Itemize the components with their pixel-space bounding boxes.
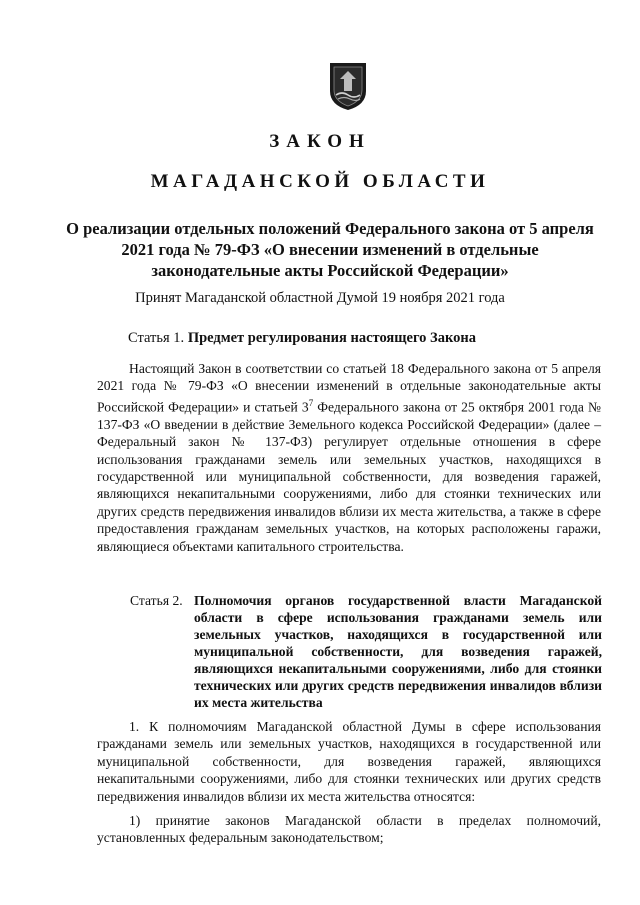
article-1-title: Предмет регулирования настоящего Закона — [187, 330, 476, 346]
article-2-paragraph-1: 1. К полномочиям Магаданской областной Думы в сфере использования гражданами земель или земельных участков, находящихся в государственной или муниципальной собственности, для возведения гаражей, являющихся некапитальными сооружениями, либо для стоянки технических или других средств передвижения инвалидов вблизи их места жительства относятся: — [97, 719, 601, 804]
article-2-item-1: 1) принятие законов Магаданской области в пределах полномочий, установленных федеральным законодательством; — [97, 813, 601, 846]
article-1-label: Статья 1. — [128, 330, 185, 346]
article-2-heading — [130, 592, 602, 711]
article-1-text-part1: Настоящий Закон в соответствии со статьей 18 Федерального закона от 5 апреля 2021 года № 79-ФЗ «О внесении изменений в отдельные законодательные акты Российской Федерации» и статьей 3 — [97, 361, 601, 415]
article-2-label: Статья 2. — [130, 593, 183, 608]
article-1-heading — [128, 330, 476, 347]
article-1-superscript: 7 — [308, 397, 314, 408]
article-1-text-part2: Федерального закона от 25 октября 2001 года № 137-ФЗ «О введении в действие Земельного кодекса Российской Федерации» (далее – Федеральный закон № 137-ФЗ) регулирует отдельные отношения в сфере использования гражданами земель или земельных участков, находящихся в государственной или муниципальной собственности, для возведения гаражей, являющихся некапитальными сооружениями, либо для стоянки технических или других средств передвижения инвалидов вблизи их места жительства, а также в сфере предоставления гражданам земельных участков, на которых расположены гаражи, являющиеся объектами капитального строительства. — [97, 399, 601, 554]
region-heading: МАГАДАНСКОЙ ОБЛАСТИ — [150, 171, 490, 192]
law-subtitle: О реализации отдельных положений Федерального закона от 5 апреля 2021 года № 79-ФЗ «О внесении изменений в отдельные законодательные акты Российской Федерации» — [66, 219, 594, 280]
adoption-note: Принят Магаданской областной Думой 19 ноября 2021 года — [135, 290, 505, 306]
law-heading: ЗАКОН — [269, 131, 371, 152]
article-2-title: Полномочия органов государственной власти Магаданской области в сфере использования гражданами земель или земельных участков, находящихся в государственной или муниципальной собственности, для возведения гаражей, являющихся некапитальными сооружениями, либо для стоянки технических или других средств передвижения инвалидов вблизи их места жительства — [194, 593, 602, 710]
article-1-paragraph — [97, 360, 601, 555]
magadan-coat-of-arms-icon — [326, 61, 370, 111]
